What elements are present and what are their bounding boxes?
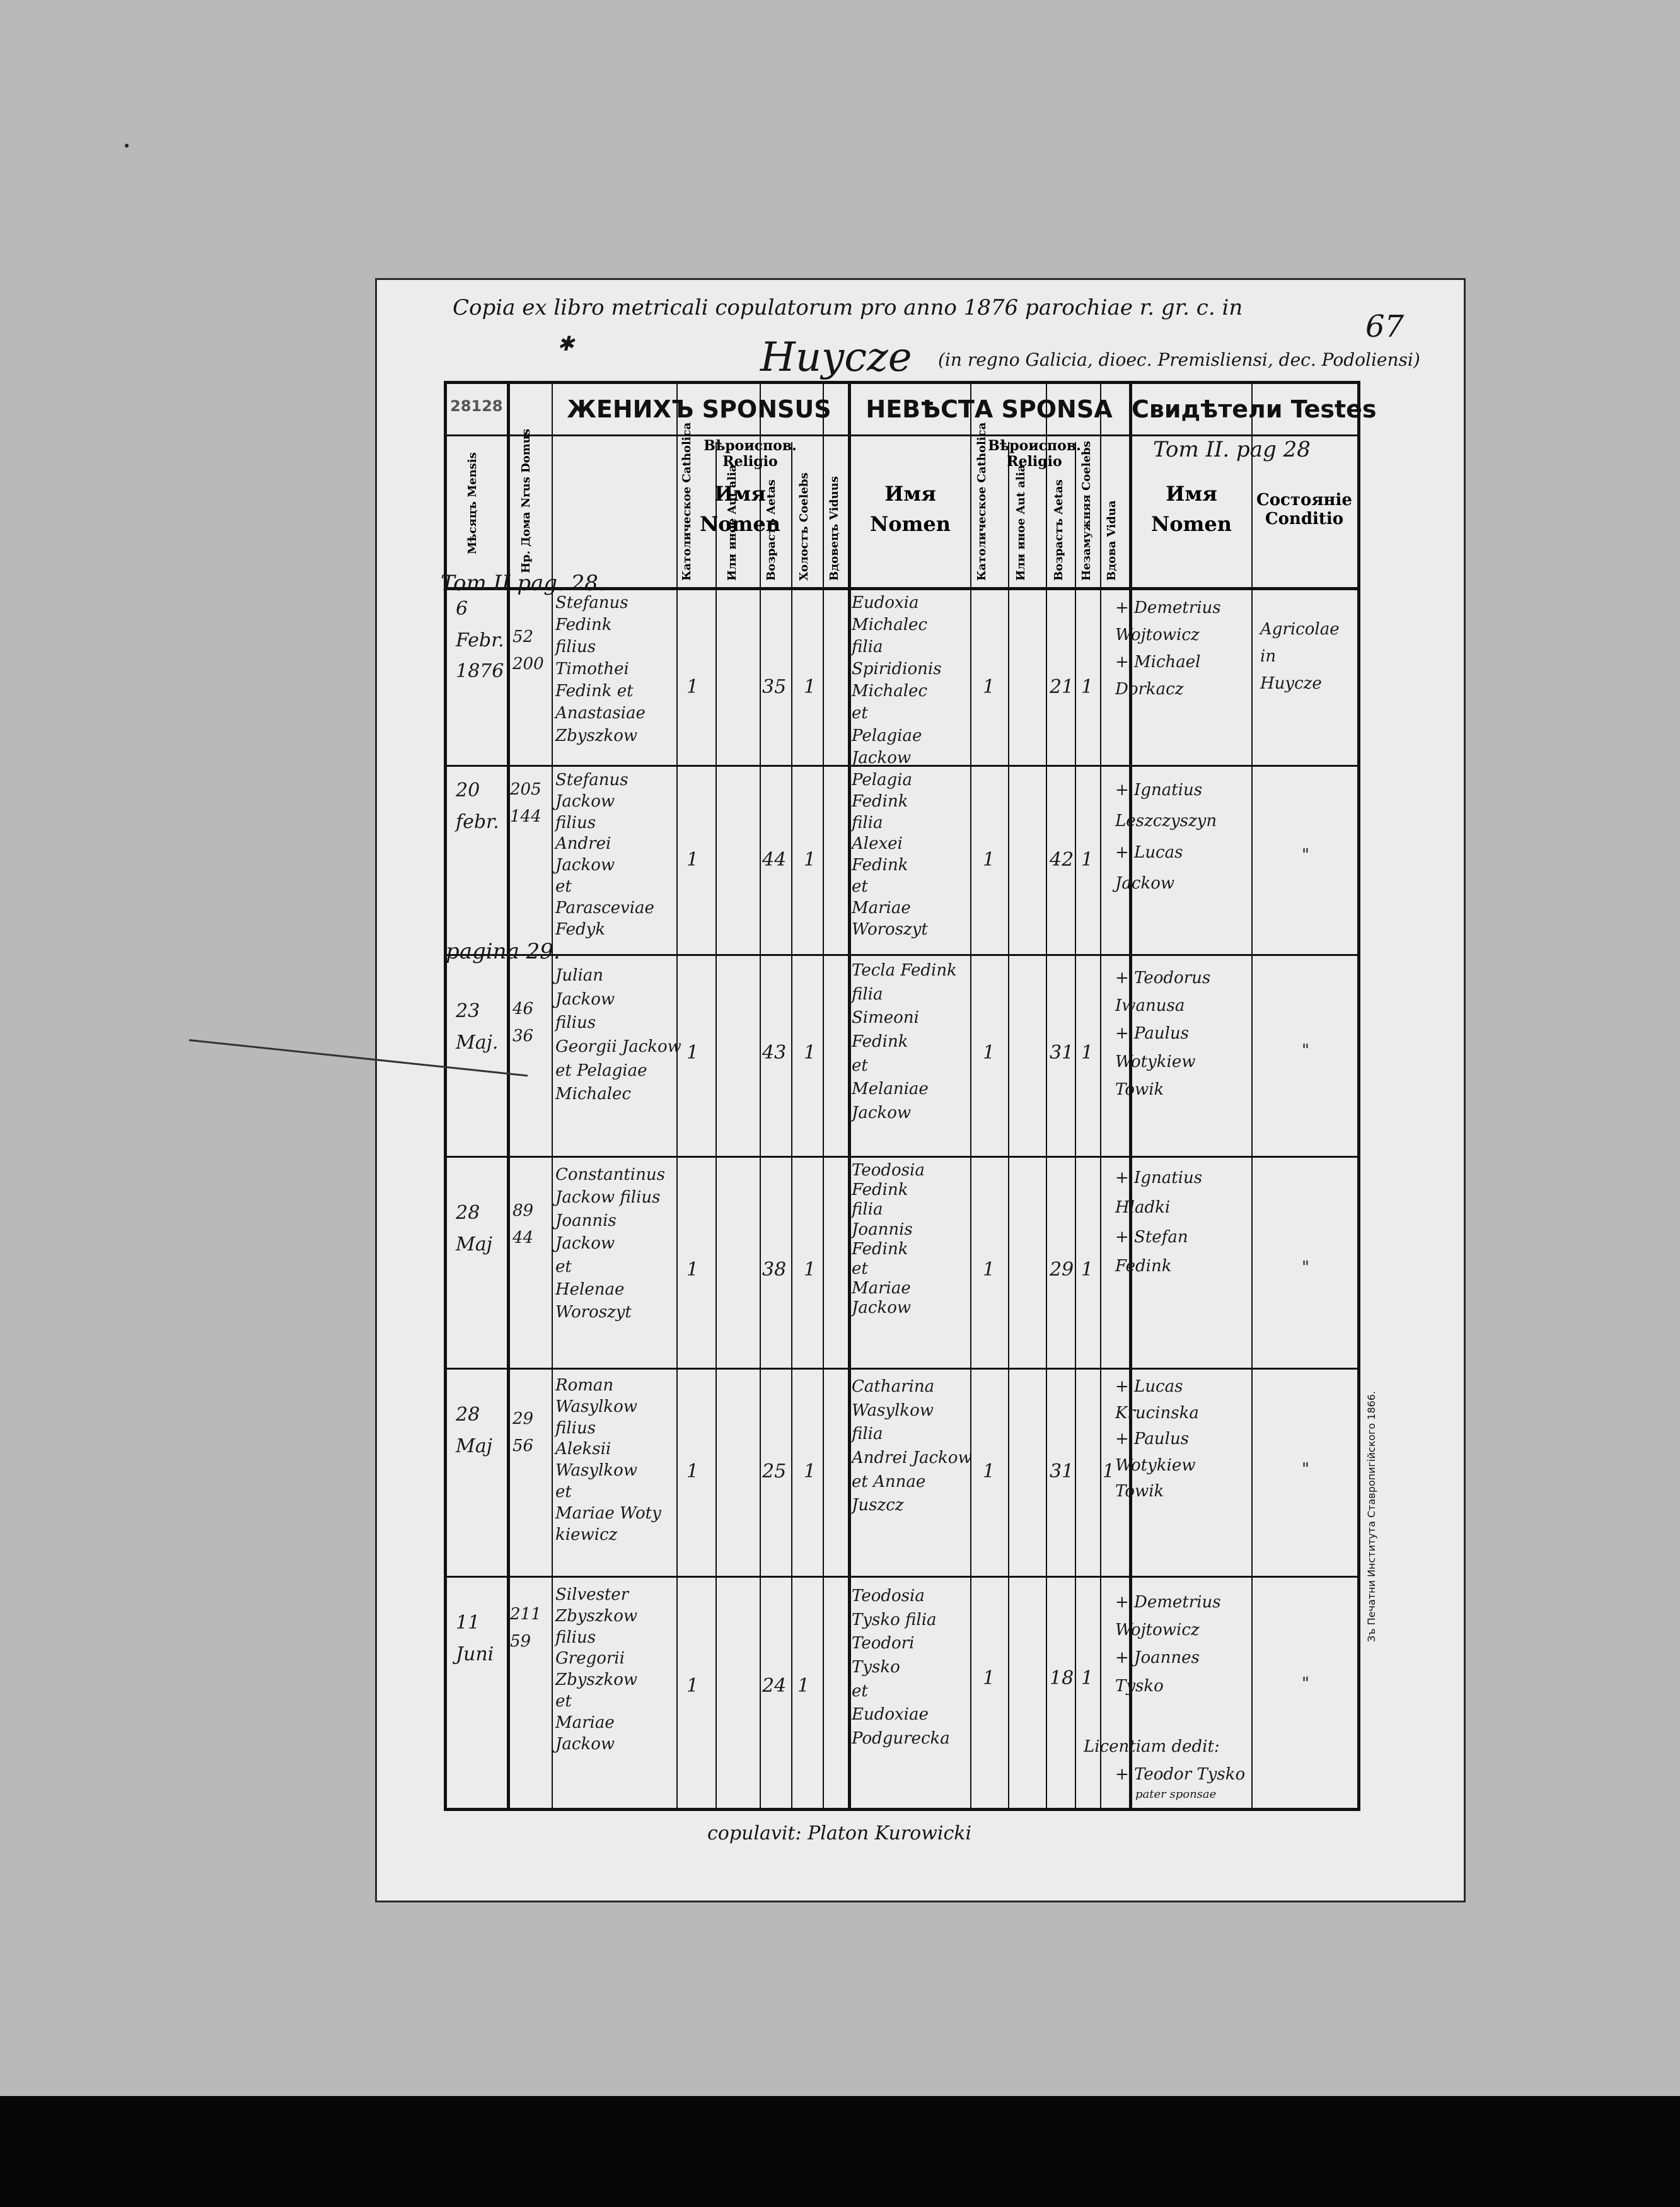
entry-bride: Tecla Fedink filia Simeoni Fedink et Melaniae Jackow [852, 961, 957, 1123]
col-divider [507, 384, 510, 1808]
entry-month: 6 Febr. 1876 [456, 598, 504, 682]
entry-month: 23 Maj. [456, 1000, 499, 1054]
bottom-black-band [0, 2096, 1680, 2207]
entry-groom-catholic: 1 [686, 849, 699, 871]
col-divider [552, 384, 553, 1808]
groom-name-label: Имя Nomen [699, 482, 781, 536]
entry-bride-status: 1 [1081, 1259, 1094, 1281]
groom-viduus-label: Вдовецъ Viduus [828, 476, 841, 581]
entry-bride-age: 31 [1050, 1042, 1074, 1064]
entry-bride-catholic: 1 [983, 676, 995, 698]
entry-bride-status: 1 [1081, 676, 1094, 698]
groom-group-title: ЖЕНИХЪ SPONSUS [567, 395, 831, 423]
entry-groom-age: 43 [762, 1042, 787, 1064]
row-rule [447, 1156, 1357, 1158]
entry-bride: Eudoxia Michalec filia Spiridionis Michalec et Pelagiae Jackow [852, 593, 942, 767]
entry-house: 89 44 [513, 1201, 534, 1247]
entry-groom-status: 1 [804, 676, 816, 698]
tom-ref-top: Tom II. pag 28 [1153, 437, 1311, 462]
entry-house: 205 144 [510, 780, 542, 826]
entry-bride: Catharina Wasylkow filia Andrei Jackow et Annae Juszcz [852, 1377, 972, 1515]
entry-groom-status: 1 [797, 1675, 810, 1697]
printer-imprint: Зъ Печатни Института Ставропигійского 1866. [1365, 1390, 1377, 1642]
entry-bride-age: 31 [1050, 1460, 1074, 1482]
col-divider [848, 384, 851, 1808]
col-divider [1100, 384, 1101, 1808]
entry-conditio: " [1302, 846, 1309, 865]
entry-house: 52 200 [513, 627, 544, 673]
entry-bride-age: 21 [1050, 676, 1074, 698]
register-sheet [377, 280, 1464, 1901]
entry-conditio: Agricolae in Huycze [1260, 620, 1340, 693]
header-copy-line: Copia ex libro metricali copulatorum pro anno 1876 parochiae r. gr. c. in [453, 295, 1243, 320]
entry-groom-catholic: 1 [686, 676, 699, 698]
village-name: Huycze [760, 334, 912, 381]
bride-coelebs-label: Незамужняя Coelebs [1080, 441, 1093, 581]
entry-groom: Silvester Zbyszkow filius Gregorii Zbyszkow et Mariae Jackow [555, 1585, 638, 1754]
dust-speck [125, 144, 129, 148]
entry-groom-status: 1 [804, 1460, 816, 1482]
entry-groom-status: 1 [804, 849, 816, 871]
entry-bride-status: 1 [1081, 849, 1094, 871]
witness-group-title: Свидѣтели Testes [1132, 395, 1377, 423]
entry-groom: Constantinus Jackow filius Joannis Jackow et Helenae Woroszyt [555, 1165, 665, 1322]
bride-group-title: НЕВѢСТА SPONSA [866, 395, 1113, 423]
col-divider [1251, 384, 1253, 1808]
entry-house: 46 36 [513, 999, 534, 1045]
entry-bride-status: 1 [1081, 1042, 1094, 1064]
licentiam-dedit: Licentiam dedit: [1084, 1737, 1220, 1756]
row-rule [447, 1368, 1357, 1370]
bride-catholic-label: Католическое Catholica [975, 422, 988, 581]
entry-bride: Teodosia Fedink filia Joannis Fedink et Mariae Jackow [852, 1161, 925, 1318]
entry-witness: + Ignatius Leszczyszyn + Lucas Jackow [1115, 781, 1217, 894]
groom-religio-label: Вѣроиспов. Religio [704, 438, 797, 470]
entry-bride: Teodosia Tysko filia Teodori Tysko et Eudoxiae Podgurecka [852, 1587, 950, 1749]
entry-month: 28 Maj [456, 1404, 492, 1457]
entry-month: 20 febr. [456, 779, 499, 833]
entry-house: 211 59 [510, 1605, 542, 1651]
col-divider [1075, 442, 1076, 1808]
groom-age-label: Возрастъ Aetas [765, 479, 778, 581]
entry-bride-age: 42 [1050, 849, 1074, 871]
bride-religio-label: Вѣроиспов. Religio [988, 438, 1081, 470]
entry-witness: + Demetrius Wojtowicz + Joannes Tysko [1115, 1593, 1221, 1696]
month-column-label: Мѣсяцъ Mensis [466, 452, 479, 554]
entry-month: 11 Juni [456, 1612, 494, 1665]
bride-age-label: Возрастъ Aetas [1052, 479, 1065, 581]
star-mark: ✱ [557, 332, 574, 356]
entry-groom-age: 44 [762, 849, 787, 871]
conditio-label: Состояніе Conditio [1256, 491, 1352, 528]
bride-autalia-label: Или иное Aut alia [1014, 464, 1028, 581]
entry-groom: Julian Jackow filius Georgii Jackow et Pelagiae Michalec [555, 966, 681, 1104]
col-divider [1008, 442, 1009, 1808]
entry-bride-status: 1 [1103, 1460, 1115, 1482]
col-divider [791, 442, 792, 1808]
entry-groom-age: 24 [762, 1675, 787, 1697]
father-signature: + Teodor Tysko [1115, 1765, 1246, 1784]
row-rule [447, 1576, 1357, 1578]
entry-witness: + Demetrius Wojtowicz + Michael Dorkacz [1115, 598, 1221, 699]
village-note: (in regno Galicia, dioec. Premisliensi, dec. Podoliensi) [938, 349, 1420, 370]
entry-groom: Roman Wasylkow filius Aleksii Wasylkow et Mariae Woty kiewicz [555, 1376, 661, 1544]
entry-bride-catholic: 1 [983, 1042, 995, 1064]
margin-ref: pagina 29. [446, 939, 560, 964]
col-divider [715, 442, 717, 1808]
entry-bride-status: 1 [1081, 1667, 1094, 1689]
col-divider [760, 384, 761, 1808]
house-column-label: Нр. Дома Nrus Domus [519, 428, 533, 573]
page-number: 67 [1365, 309, 1405, 344]
entry-groom-catholic: 1 [686, 1675, 699, 1697]
entry-bride-age: 18 [1050, 1667, 1074, 1689]
corner-stamp: 28128 [450, 397, 503, 415]
entry-groom: Stefanus Jackow filius Andrei Jackow et Parasceviae Fedyk [555, 771, 654, 939]
entry-groom-age: 35 [762, 676, 787, 698]
entry-groom-catholic: 1 [686, 1042, 699, 1064]
entry-bride-catholic: 1 [983, 1259, 995, 1281]
entry-groom-age: 25 [762, 1460, 787, 1482]
header-rule [447, 434, 1357, 436]
entry-witness: + Ignatius Hladki + Stefan Fedink [1115, 1168, 1203, 1276]
entry-conditio: " [1302, 1258, 1309, 1277]
copulavit-signature: copulavit: Platon Kurowicki [707, 1822, 972, 1844]
entry-bride-age: 29 [1050, 1259, 1074, 1281]
entry-groom-catholic: 1 [686, 1460, 699, 1482]
groom-coelebs-label: Холостъ Coelebs [797, 472, 811, 581]
entry-witness: + Lucas Krucinska + Paulus Wotykiew Towik [1115, 1377, 1199, 1501]
col-divider [823, 384, 824, 1808]
entry-groom-status: 1 [804, 1259, 816, 1281]
entry-conditio: " [1302, 1674, 1309, 1693]
bride-name-label: Имя Nomen [869, 482, 951, 536]
entry-groom: Stefanus Fedink filius Timothei Fedink et Anastasiae Zbyszkow [555, 593, 646, 745]
entry-witness: + Teodorus Iwanusa + Paulus Wotykiew Towik [1115, 969, 1211, 1099]
entry-bride-catholic: 1 [983, 1460, 995, 1482]
father-note: pater sponsae [1135, 1788, 1217, 1801]
bride-vidua-label: Вдова Vidua [1105, 500, 1118, 581]
entry-bride: Pelagia Fedink filia Alexei Fedink et Mariae Woroszyt [852, 771, 928, 939]
col-divider [1046, 384, 1047, 1808]
groom-autalia-label: Или иное Aut alia [726, 464, 739, 581]
entry-bride-catholic: 1 [983, 849, 995, 871]
entry-month: 28 Maj [456, 1202, 492, 1255]
entry-groom-catholic: 1 [686, 1259, 699, 1281]
entry-bride-catholic: 1 [983, 1667, 995, 1689]
groom-catholic-label: Католическое Catholica [680, 422, 693, 581]
witness-name-label: Имя Nomen [1150, 482, 1232, 536]
entry-groom-age: 38 [762, 1259, 787, 1281]
tom-ref-left: Tom II pag. 28. [441, 571, 605, 596]
col-divider [970, 384, 971, 1808]
entry-conditio: " [1302, 1460, 1309, 1479]
entry-conditio: " [1302, 1041, 1309, 1060]
row-rule [447, 954, 1357, 956]
entry-groom-status: 1 [804, 1042, 816, 1064]
entry-house: 29 56 [513, 1409, 534, 1455]
